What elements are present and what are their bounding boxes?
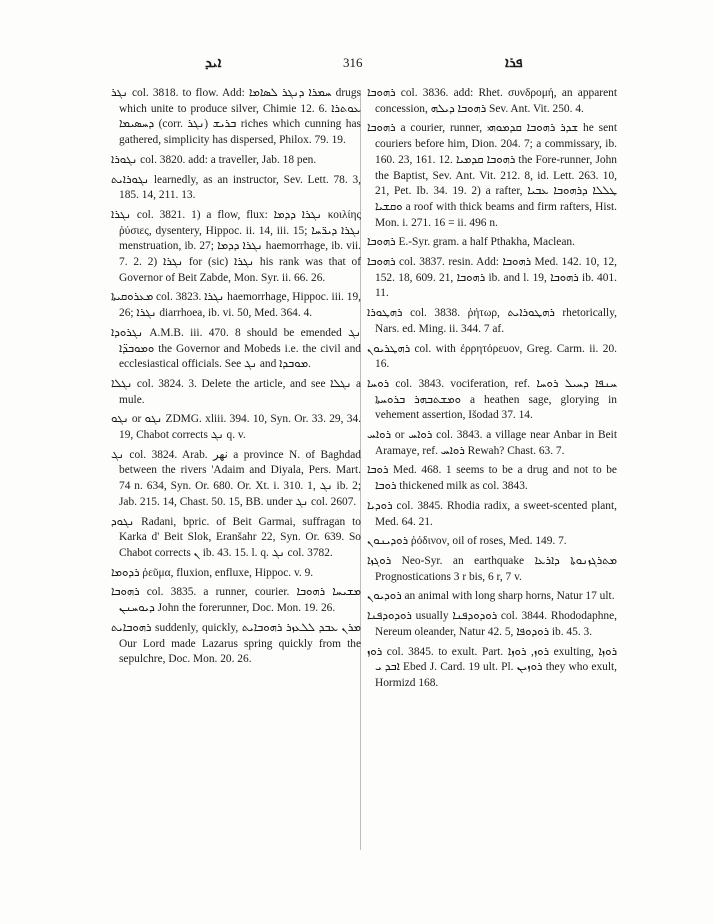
right-column bbox=[367, 86, 617, 696]
dictionary-entry: ܪܘܕܝܢܘܢ ῥόδινον, oil of roses, Med. 149. 7. bbox=[367, 535, 567, 548]
dictionary-entry: ܪܘܓܙܐ Neo-Syr. an earthquake ܡܬܪܓܙܢܘܬܐ ܕܐܪܥܐ Prognostications 3 r bis, 6 r, 7 v. bbox=[367, 554, 617, 583]
dictionary-entry: ܪܘܕܝܘܢ an animal with long sharp horns, Natur 17 ult. bbox=[367, 590, 615, 603]
dictionary-entry: ܡܥܪܘܩܝܬܐ col. 3823. ܢܓܪܐ haemorrhage, Hippoc. iii. 19, 26; ܢܓܪܐ diarrhoea, ib. vi. 50, Med. 364. 4. bbox=[111, 291, 362, 320]
dictionary-entry: ܪܗܘܒܐ a courier, runner, ܫܕܪ ܪܗܘܒܐ ܩܕܡܘܗܝ he sent couriers before him, Dion. 204. 7; a commissary, ib. 160. 23, 161. 12. ܪܗܘܒܐ ܩܕܡܝܐ the Fore-runner, John the Baptist, Sev. Ant. Vit. 212. 8, id. Lett. 263. 10, 21, Pet. Ib. 34. 19. 2) a rafter, ܛܠܠܐ ܕܪܗܘܒܐ ܥܒܝܐ ܘܩܫܝܐ a roof with thick beams and firm rafters, Hist. Mon. i. 271. 16 = ii. 496 n. bbox=[367, 122, 618, 229]
dictionary-entry: ܪܘܐܚ or ܪܘܐܚ col. 3843. a village near Anbar in Beit Aramaye, ref. ܪܘܐܚ Rewah? Chast. 63. 7. bbox=[367, 429, 617, 457]
dictionary-entry: ܢܓܘܪܐ col. 3820. add: a traveller, Jab. 18 pen. bbox=[111, 153, 317, 166]
left-column bbox=[111, 86, 361, 672]
running-title-left: ܐܝܕ bbox=[205, 56, 222, 71]
dictionary-entry: ܪܗܘܒܐܝܬ suddenly, quickly, ܡܪܢ ܥܒܕ ܠܠܥܙܪ ܪܗܘܒܐܝܬ Our Lord made Lazarus spring quickly from the sepulchre, Doc. Mon. 20. 26. bbox=[111, 621, 361, 666]
running-title-right: ܦܪܐ bbox=[505, 56, 523, 71]
dictionary-entry: ܢܓܪ col. 3818. to flow. Add: ܚܡܪܐ ܕܢܓܪ ܠܣܐܡܐ drugs which unite to produce silver, Chimie 12. 6. ܥܘܬܪܐ ܕܚܣܝܡܐ (corr. ܢܓܪ) ܒܪܝܫ riches which cunning has gathered, simplicity has dispersed, Philox. 79. 19. bbox=[111, 87, 361, 147]
dictionary-entry: ܢܓܪܐ col. 3821. 1) a flow, flux: ܢܓܪܐ ܕܕܡܐ κοιλίης ῥύσιες, dysentery, Hippoc. ii. 14, iii. 15; ܢܓܪܐ ܕܝܪ̈ܚܐ menstruation, ib. 27; ܢܓܪܐ ܕܕܡܐ haemorrhage, ib. vii. 7. 2. 2) ܢܓܪܐ for (sic) ܢܓܪܐ his rank was that of Governor of Beit Zabde, Mon. Syr. ii. 66. 26. bbox=[111, 208, 362, 284]
dictionary-entry: ܪܘܚܐ col. 3843. vociferation, ref. ܚܢܦܐ ܕܚܝܠ ܪܘܚܐ ܘܡܫܬܒܗܪ ܒܪܘܚܬܐ a heathen sage, glorying in vehement assertion, Išodad 37. 14. bbox=[367, 377, 617, 422]
dictionary-entry: ܢܓܪܘܕܐ A.M.B. iii. 470. 8 should be emended ܢܓ ܘܡܘܒܕ̈ܐ the Governor and Mobeds i.e. the civil and ecclesiastical officials. See ܢܓ and ܡܘܒܕܐ. bbox=[111, 326, 361, 371]
dictionary-entry: ܪܗܛܘܪܐ col. 3838. ῥήτωρ, ܪܗܛܘܪܐܝܬ rhetorically, Nars. ed. Ming. ii. 344. 7 af. bbox=[367, 307, 617, 335]
dictionary-entry: ܢܓܘܪܐܝܬ learnedly, as an instructor, Sev. Lett. 78. 3, 185. 14, 211. 13. bbox=[111, 173, 361, 202]
dictionary-entry: ܢܓܘ or ܢܓܘ ZDMG. xliii. 394. 10, Syn. Or. 33. 29, 34. 19, Chabot corrects ܢܓ q. v. bbox=[111, 413, 361, 442]
dictionary-entry: ܪܗܘܒܐ col. 3836. add: Rhet. συνδρομή, an apparent concession, ܪܗܘܒܐ ܕܝܠܗ Sev. Ant. Vit. 250. 4. bbox=[367, 87, 617, 115]
dictionary-entry: ܪܘܒܐ Med. 468. 1 seems to be a drug and not to be ܪܘܒܐ thickened milk as col. 3843. bbox=[367, 464, 617, 493]
dictionary-entry: ܢܓ col. 3824. Arab. ﻧﻬﺮ a province N. of Baghdad between the rivers 'Adaim and Diyala, Pers. Mart. 74 n. 634, Syn. Or. 680. Or. Xt. i. 310. 1, ܢܓ ib. 2; Jab. 215. 14, Chast. 50. 15, BB. under ܢܓ col. 2607. bbox=[111, 448, 362, 508]
dictionary-entry: ܪܗܘܒܐ col. 3837. resin. Add: ܪܗܘܒܐ Med. 142. 10, 12, 152. 18, 609. 21, ܪܗܘܒܐ ib. and l. 19, ܪܗܘܒܐ ib. 401. 11. bbox=[367, 256, 617, 300]
dictionary-entry: ܪܗܘܒܐ col. 3835. a runner, courier. ܡܫܝܚܐ ܪܗܘܒܐ ܕܝܘܚܢܢ John the forerunner, Doc. Mon. 19. 26. bbox=[111, 586, 362, 615]
dictionary-entry: ܪܘܕܘܕܦܢܐ usually ܪܘܕܘܕܦܢܐ col. 3844. Rhododaphne, Nereum oleander, Natur 42. 5, ܪܘܕܘܦܐ ib. 45. 3. bbox=[367, 610, 617, 638]
dictionary-entry: ܢܓܠܐ col. 3824. 3. Delete the article, and see ܢܓܠܐ a mule. bbox=[111, 377, 361, 406]
dictionary-entry: ܪܘܙ col. 3845. to exult. Part. ܪܘܙ, ܪܘܙܐ exulting, ܪܘܙܐ ܐܒܕ ܝ Ebed J. Card. 19 ult. Pl. ܪܘܙܝܢ they who exult, Hormizd 168. bbox=[367, 645, 618, 689]
running-header bbox=[0, 52, 714, 74]
page-number: 316 bbox=[343, 55, 363, 70]
dictionary-entry: ܪܗܘܒܐ E.-Syr. gram. a half Pthakha, Maclean. bbox=[367, 236, 575, 249]
dictionary-entry: ܪܘܕܝܐ col. 3845. Rhodia radix, a sweet-scented plant, Med. 64. 21. bbox=[367, 499, 617, 528]
dictionary-entry: ܪܗܛܪܝܘܢ col. with ἐρρητόρευον, Greg. Carm. ii. 20. 16. bbox=[367, 342, 617, 371]
dictionary-entry: ܪܕܘܡܐ ῥεῦμα, fluxion, enfluxe, Hippoc. v. 9. bbox=[111, 566, 314, 579]
dictionary-entry: ܢܓܘܕ Radani, bpric. of Beit Garmai, suffragan to Karka d' Beit Slok, Eranšahr 22, Syn. Or. 639. So Chabot corrects ܢ ib. 43. 15. l. q. ܢܓ col. 3782. bbox=[111, 515, 361, 559]
